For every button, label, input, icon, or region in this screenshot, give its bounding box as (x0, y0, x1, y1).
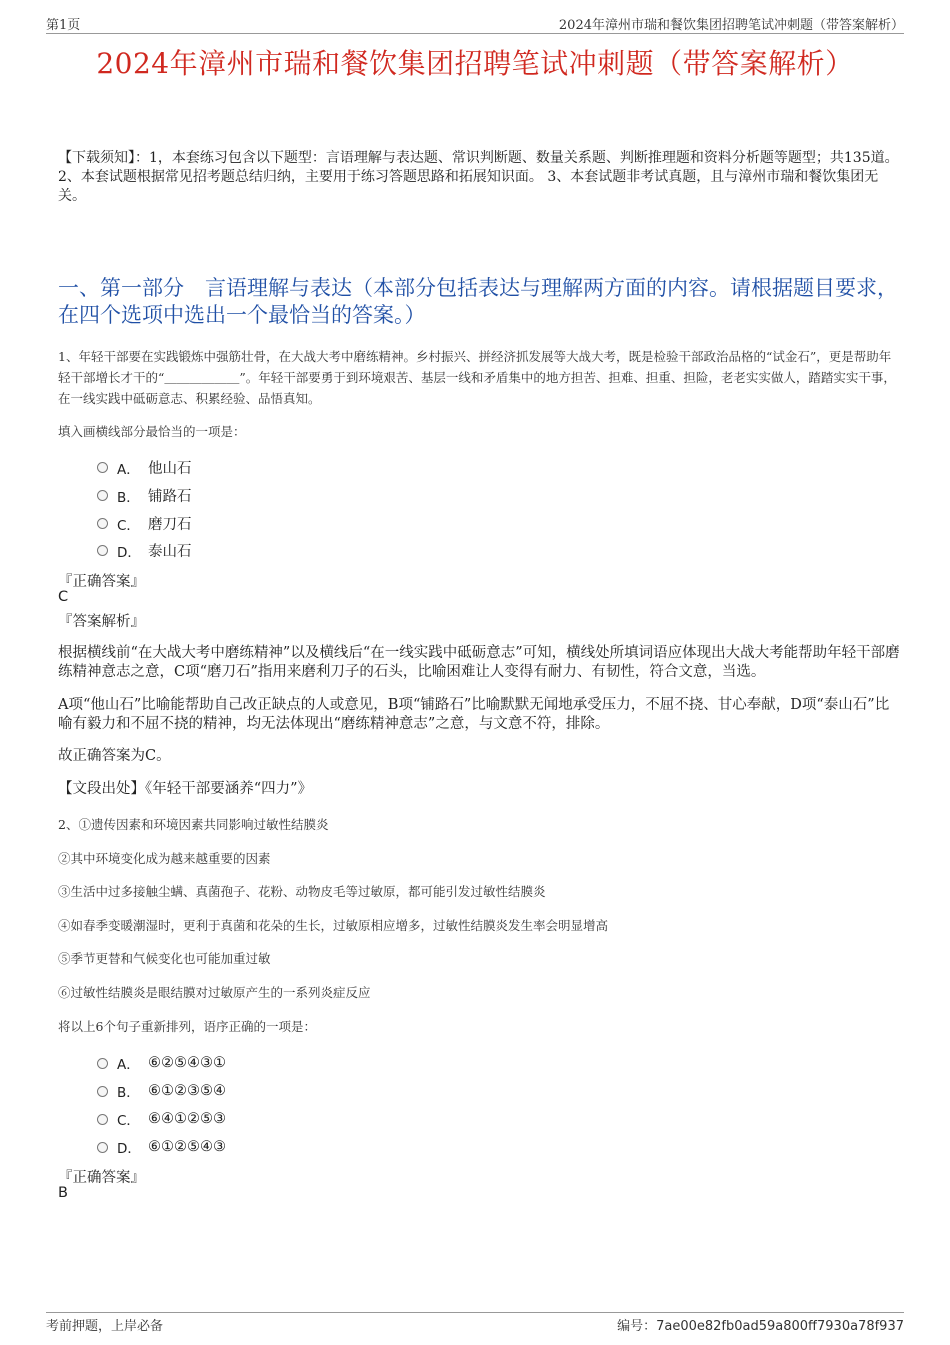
radio-icon[interactable] (97, 1058, 108, 1069)
page-number: 第1页 (46, 18, 81, 33)
option-letter: A． (117, 1057, 140, 1073)
option-text: 铺路石 (148, 489, 192, 505)
q2-answer: B (58, 1185, 68, 1201)
footer-divider (46, 1312, 904, 1313)
option-letter: D． (117, 1141, 141, 1157)
download-notice: 【下载须知】：1，本套练习包含以下题型：言语理解与表达题、常识判断题、数量关系题、判断推理题和资料分析题等题型；共135道。 2、本套试题根据常见招考题总结归纳，主要用于练习答题思路和拓展知识面。 3、本套试题非考试真题，且与漳州市瑞和餐饮集团无关。 (58, 150, 899, 204)
q1-option-b[interactable] (97, 485, 192, 506)
radio-icon[interactable] (97, 1142, 108, 1153)
option-text: ⑥①②③⑤④ (148, 1083, 226, 1099)
question-1-prompt: 填入画横线部分最恰当的一项是： (58, 424, 246, 439)
option-letter: D． (117, 544, 141, 561)
option-letter: B． (117, 489, 140, 506)
q1-source: 【文段出处】《年轻干部要涵养“四力”》 (58, 781, 313, 797)
q2-answer-label: 『正确答案』 (58, 1170, 145, 1186)
footer-code-value: 7ae00e82fb0ad59a800ff7930a78f937 (656, 1319, 904, 1334)
q2-option-a[interactable] (97, 1053, 226, 1073)
option-letter: A． (117, 461, 140, 478)
q1-option-a[interactable] (97, 457, 192, 478)
q2-option-c[interactable] (97, 1109, 226, 1129)
q1-analysis-label: 『答案解析』 (58, 614, 145, 630)
q2-line: ⑥过敏性结膜炎是眼结膜对过敏原产生的一系列炎症反应 (58, 985, 371, 1000)
header-divider (46, 33, 904, 34)
option-text: 磨刀石 (148, 517, 192, 533)
option-text: ⑥④①②⑤③ (148, 1111, 226, 1127)
q1-analysis-paragraph: A项“他山石”比喻能帮助自己改正缺点的人或意见，B项“铺路石”比喻默默无闻地承受压力，不屈不挠、甘心奉献，D项“泰山石”比喻有毅力和不屈不挠的精神，均无法体现出“磨练精神意志”之意，与文意不符，排除。 (58, 697, 890, 732)
page-title: 2024年漳州市瑞和餐饮集团招聘笔试冲刺题（带答案解析） (96, 47, 854, 80)
q1-blank: ＿＿＿＿＿＿ (164, 370, 240, 385)
q1-option-d[interactable] (97, 540, 192, 561)
q2-line: ④如春季变暖潮湿时，更利于真菌和花朵的生长，过敏原相应增多，过敏性结膜炎发生率会明显增高 (58, 918, 609, 933)
q2-line: 2、①遗传因素和环境因素共同影响过敏性结膜炎 (58, 817, 329, 832)
option-letter: B． (117, 1085, 140, 1101)
q1-answer-label: 『正确答案』 (58, 574, 145, 590)
q2-option-b[interactable] (97, 1081, 226, 1101)
q1-analysis-conclusion: 故正确答案为C。 (58, 748, 171, 764)
question-1-stem (58, 346, 898, 409)
section-heading: 一、第一部分 言语理解与表达（本部分包括表达与理解两方面的内容。请根据题目要求，在四个选项中选出一个最恰当的答案。） (58, 276, 898, 327)
option-text: 他山石 (148, 461, 192, 477)
radio-icon[interactable] (97, 1086, 108, 1097)
radio-icon[interactable] (97, 490, 108, 501)
q1-stem-after: ”。年轻干部要勇于到环境艰苦、基层一线和矛盾集中的地方担苦、担难、担重、担险，老老实实做人，踏踏实实干事，在一线实践中砥砺意志、积累经验、品悟真知。 (58, 370, 896, 406)
radio-icon[interactable] (97, 518, 108, 529)
option-letter: C． (117, 1113, 140, 1129)
q2-line: ②其中环境变化成为越来越重要的因素 (58, 851, 271, 866)
q1-option-c[interactable] (97, 513, 192, 534)
question-2-prompt: 将以上6个句子重新排列，语序正确的一项是： (58, 1019, 316, 1034)
radio-icon[interactable] (97, 545, 108, 556)
footer-code (617, 1315, 904, 1334)
q2-line: ⑤季节更替和气候变化也可能加重过敏 (58, 951, 271, 966)
q2-option-d[interactable] (97, 1137, 226, 1157)
footer-slogan: 考前押题，上岸必备 (46, 1319, 164, 1334)
q1-analysis-paragraph: 根据横线前“在大战大考中磨练精神”以及横线后“在一线实践中砥砺意志”可知，横线处所填词语应体现出大战大考能帮助年轻干部磨练精神意志之意，C项“磨刀石”指用来磨利刀子的石头，比喻困难让人变得有耐力、有韧性，符合文意，当选。 (58, 645, 900, 680)
option-text: ⑥②⑤④③① (148, 1055, 226, 1071)
option-letter: C． (117, 517, 140, 534)
q1-stem-before: 1、年轻干部要在实践锻炼中强筋壮骨，在大战大考中磨练精神。乡村振兴、拼经济抓发展等大战大考，既是检验干部政治品格的“试金石”，更是帮助年轻干部增长才干的“ (58, 349, 892, 385)
q1-answer: C (58, 589, 69, 605)
radio-icon[interactable] (97, 462, 108, 473)
footer-code-label: 编号： (617, 1319, 657, 1334)
radio-icon[interactable] (97, 1114, 108, 1125)
option-text: 泰山石 (148, 544, 192, 560)
header-doc-title: 2024年漳州市瑞和餐饮集团招聘笔试冲刺题（带答案解析） (558, 18, 904, 33)
option-text: ⑥①②⑤④③ (148, 1139, 226, 1155)
q2-line: ③生活中过多接触尘螨、真菌孢子、花粉、动物皮毛等过敏原，都可能引发过敏性结膜炎 (58, 884, 546, 899)
